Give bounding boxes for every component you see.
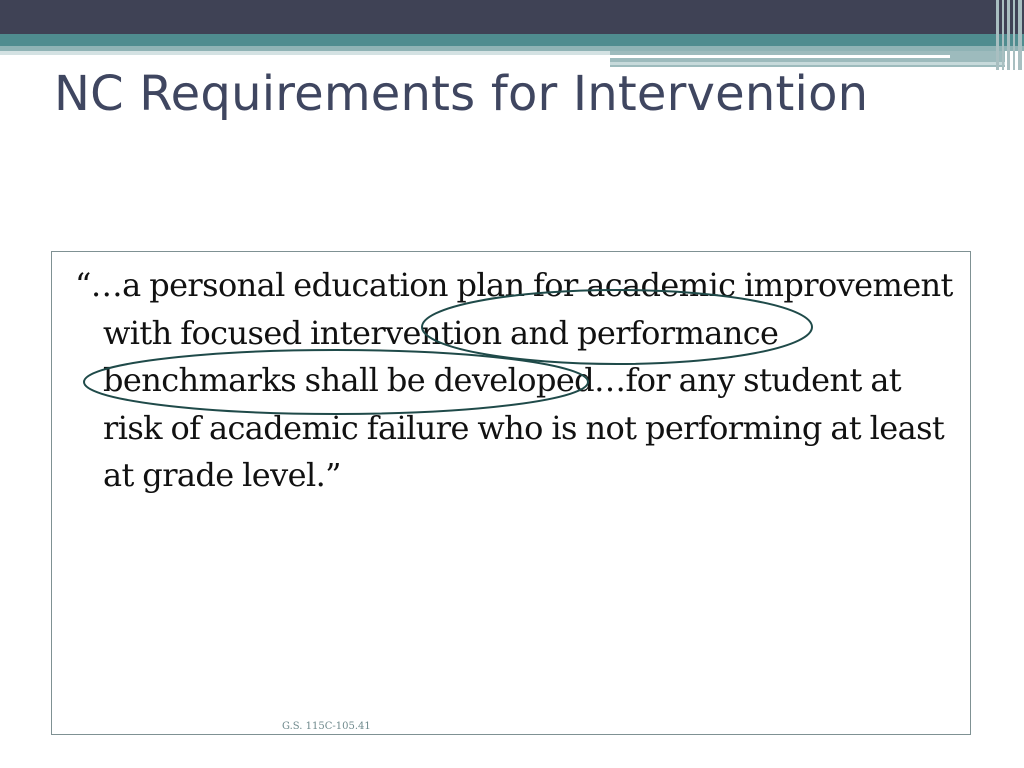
header-teal-band [0,34,1024,46]
citation-text: G.S. 115C-105.41 [282,721,371,732]
header-dark-band [0,0,1024,34]
header-accent-lower-line [610,62,1005,65]
slide-title: NC Requirements for Intervention [54,66,869,122]
header-accent-line [610,55,950,58]
header-pale-band [0,51,610,55]
header-edge-stripes [994,0,1024,70]
quote-text: “…a personal education plan for academic improvement with focused intervention and performance benchmarks shall be developed…for any student at risk of academic failure who is not performing at least at grade level.” [75,266,953,494]
